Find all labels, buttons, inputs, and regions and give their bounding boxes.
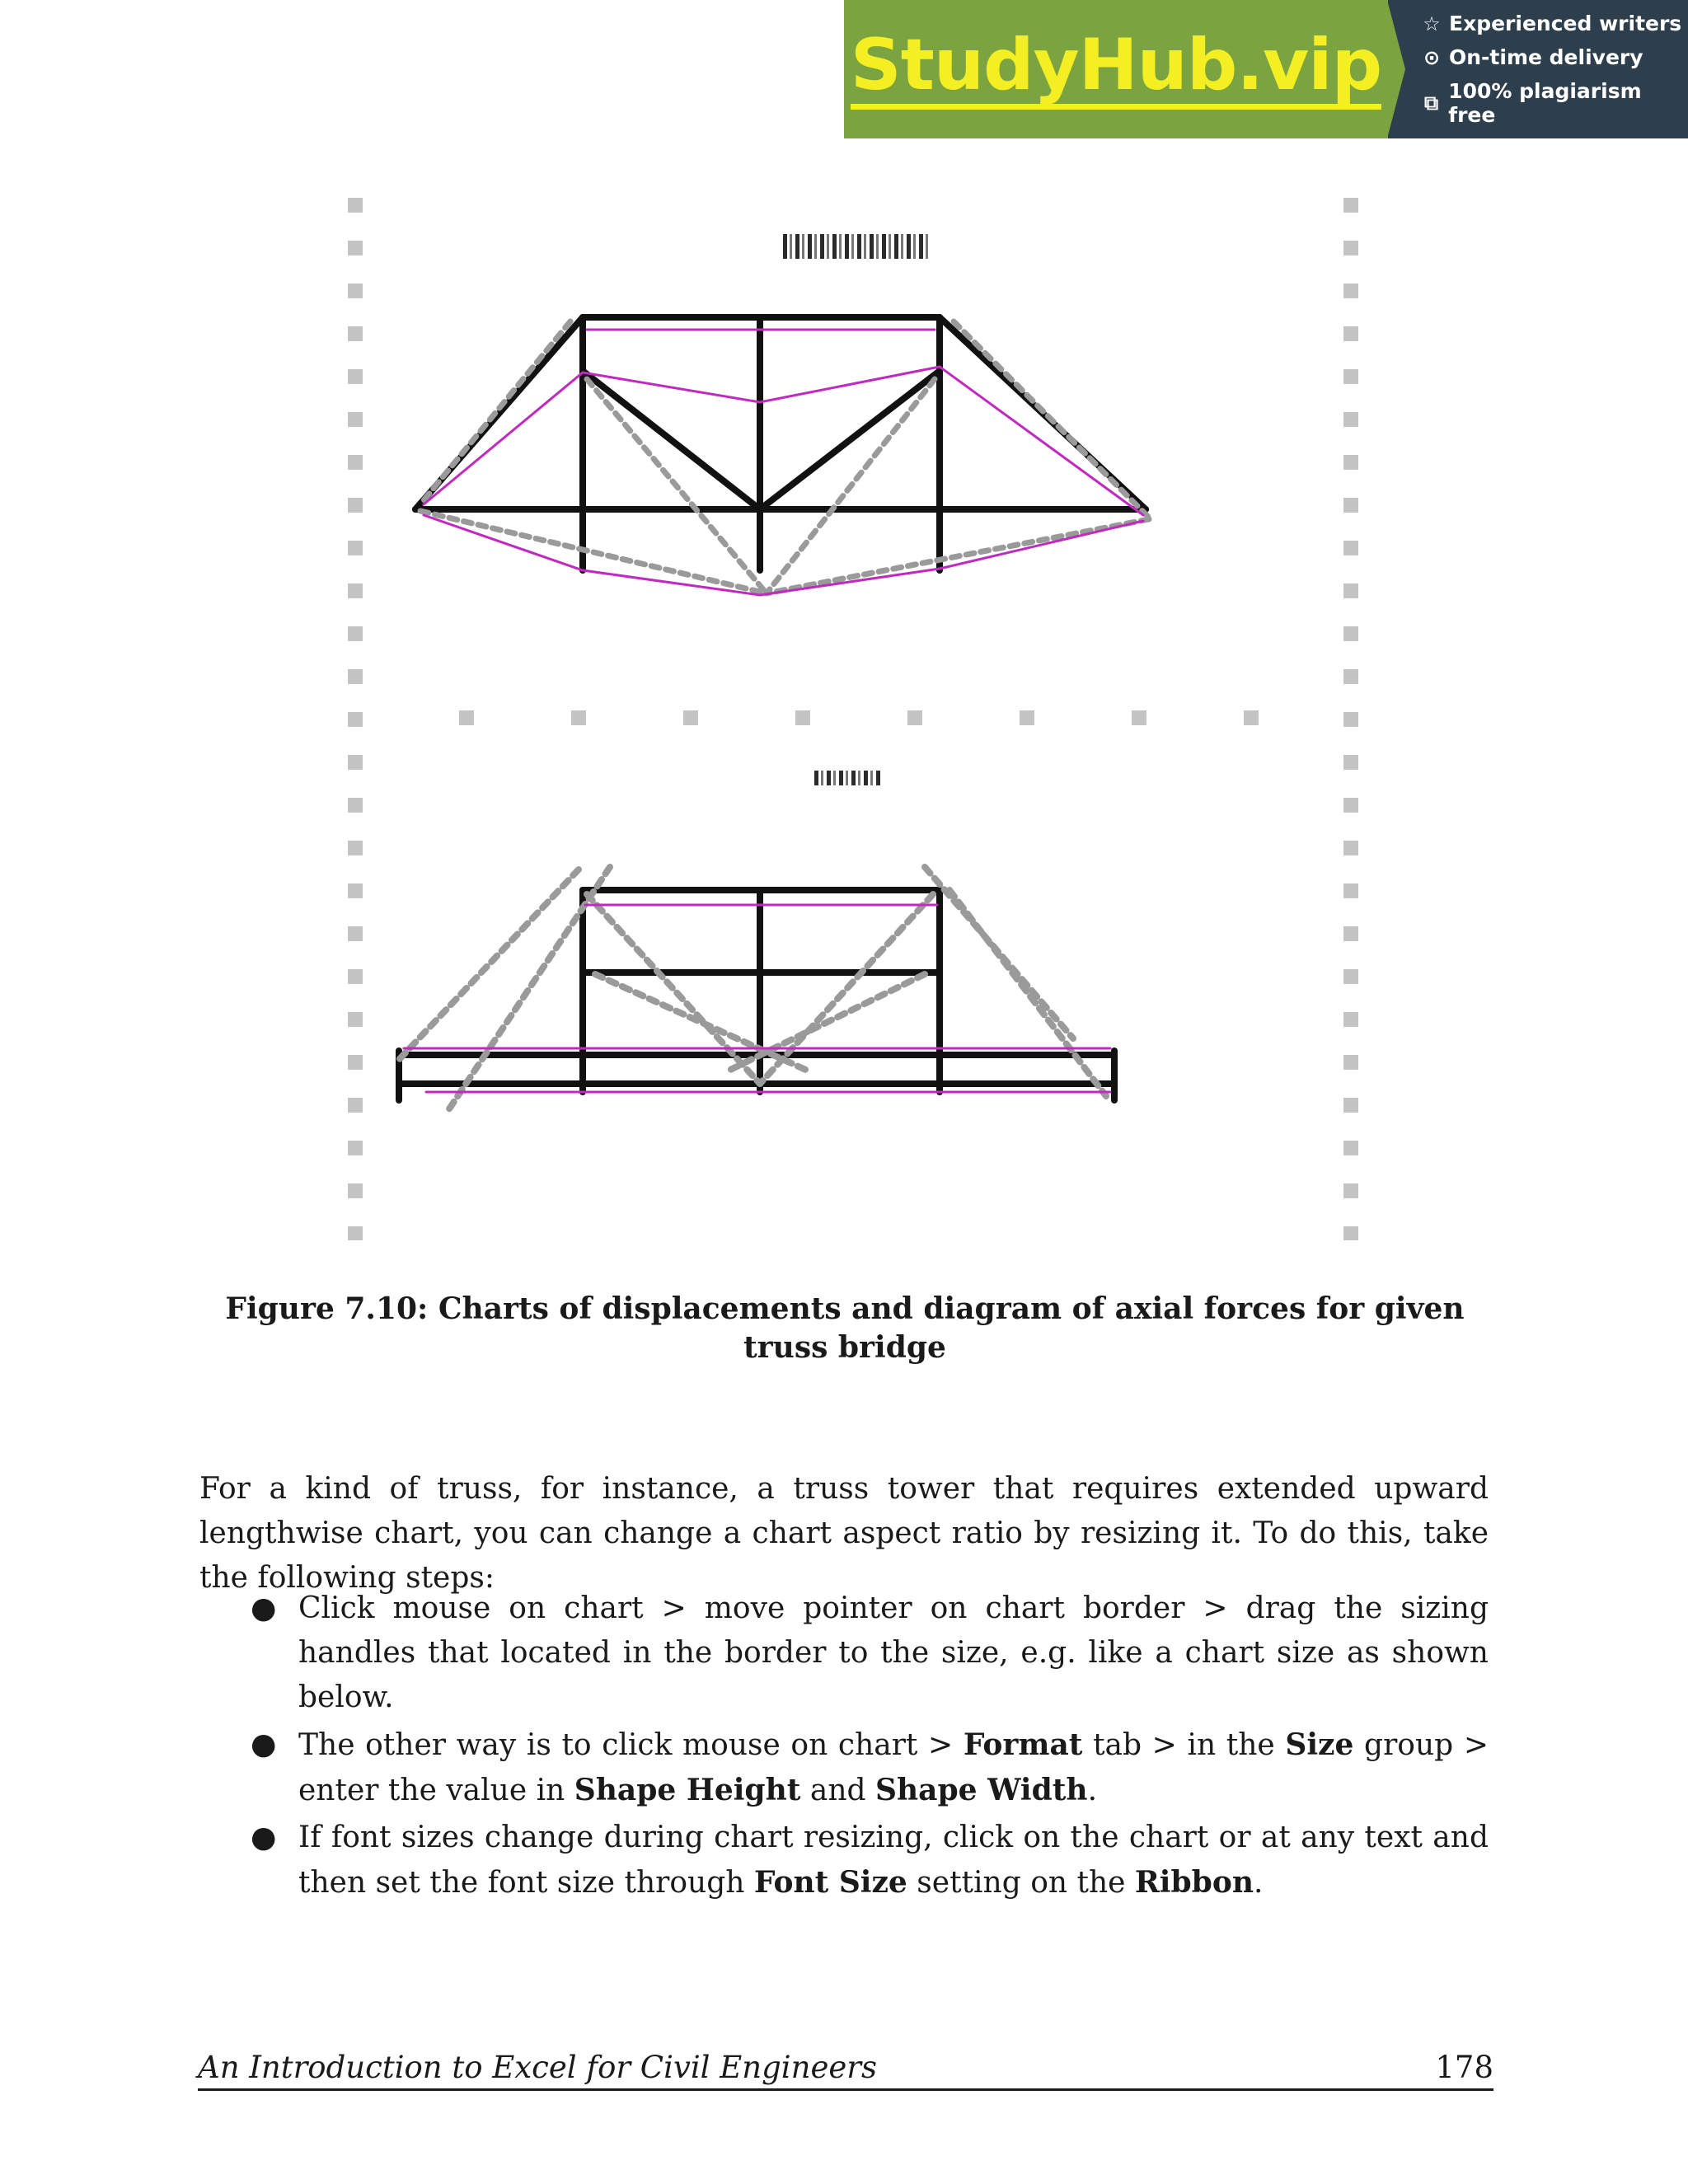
star-icon: ☆ (1423, 12, 1441, 35)
shape-height-term: Shape Height (574, 1773, 801, 1807)
banner-logo-panel (844, 0, 1388, 138)
page-number: 178 (1435, 2050, 1493, 2085)
feature-label: 100% plagiarism free (1448, 79, 1642, 127)
font-size-term: Font Size (753, 1865, 907, 1900)
bullet-icon: ● (251, 1821, 277, 1854)
steps-list (199, 1586, 1489, 1908)
studyhub-banner[interactable] (844, 0, 1688, 138)
format-term: Format (963, 1727, 1083, 1762)
diagonal-1 (583, 371, 760, 509)
studyhub-logo: StudyHub.vip (851, 30, 1381, 110)
bullet-icon: ● (251, 1727, 277, 1761)
list-item: ● The other way is to click mouse on chart > Format tab > in the Size group > enter the value in Shape Height and Shape Width. (199, 1722, 1489, 1813)
list-item: ● Click mouse on chart > move pointer on chart border > drag the sizing handles that located in the border to the size, e.g. like a chart size as shown below. (199, 1586, 1489, 1720)
figure-caption: Figure 7.10: Charts of displacements and diagram of axial forces for given truss bridge (225, 1291, 1465, 1365)
list-item: ● If font sizes change during chart resizing, click on the chart or at any text and then set the font size through Font Size setting on the Ribbon. (199, 1816, 1489, 1905)
truss-chart-figure (348, 198, 1362, 1240)
size-term: Size (1285, 1727, 1354, 1762)
clock-icon: ⊙ (1423, 45, 1441, 69)
feature-label: On-time delivery (1449, 45, 1643, 69)
feature-plagiarism-free (1421, 79, 1688, 127)
bullet-icon: ● (251, 1591, 277, 1625)
displacement-truss-diagram (348, 198, 1362, 1240)
banner-features (1388, 0, 1688, 138)
shape-width-term: Shape Width (875, 1773, 1088, 1807)
feature-label: Experienced writers (1449, 12, 1682, 35)
feature-on-time-delivery (1421, 45, 1688, 69)
ribbon-term: Ribbon (1134, 1865, 1254, 1900)
copy-icon: ⧉ (1424, 91, 1439, 115)
body-paragraph: For a kind of truss, for instance, a truss tower that requires extended upward lengthwise chart, you can change a chart aspect ratio by resizing it. To do this, take the following steps: (199, 1472, 1489, 1595)
page-footer (198, 2042, 1493, 2091)
book-title: An Introduction to Excel for Civil Engineers (198, 2050, 877, 2085)
feature-experienced-writers (1421, 12, 1688, 35)
